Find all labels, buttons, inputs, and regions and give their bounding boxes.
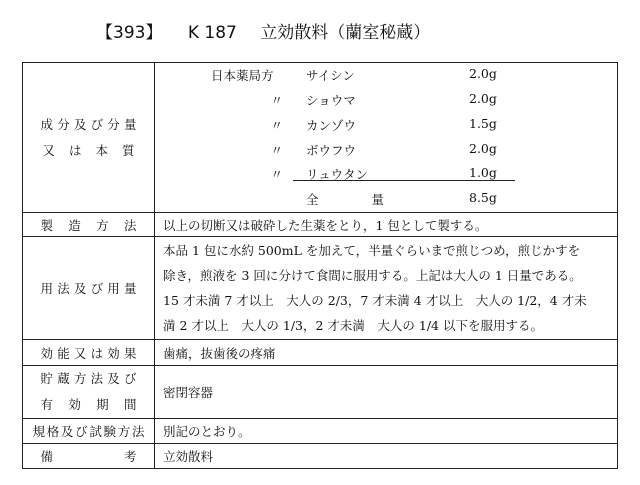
formula-name: 立効散料（蘭室秘蔵）: [260, 23, 431, 43]
usage-value: [155, 237, 618, 340]
specs-value: 別記のとおり。: [155, 419, 618, 444]
manufacture-label: 製造方法: [23, 213, 155, 237]
ingredient-name: カンゾウ: [306, 117, 357, 133]
ingredient-name: ショウマ: [306, 92, 356, 108]
page-title: [96, 18, 430, 43]
ingredient-source: 〃: [270, 92, 283, 108]
ingredient-name: リュウタン: [306, 166, 369, 182]
usage-line: 本品 1 包に水約 500mL を加えて，半量ぐらいまで煎じつめ，煎じかすを: [163, 243, 581, 258]
usage-label: 用法及び用量: [23, 237, 155, 340]
remarks-row: [23, 444, 618, 469]
ingredient-name: サイシン: [306, 67, 355, 83]
composition-value: [155, 63, 618, 213]
ingredient-amount: 1.5g: [469, 115, 497, 131]
ingredient-source: 〃: [270, 166, 283, 182]
storage-label: [23, 366, 155, 419]
remarks-value: 立効散料: [155, 444, 618, 469]
total-label: 全量: [306, 191, 384, 207]
composition-label-line: 又は本質: [42, 142, 135, 158]
ingredient-name: ボウフウ: [306, 142, 357, 158]
specs-label: 規格及び試験方法: [23, 419, 155, 444]
monograph-table: [22, 62, 618, 469]
formula-number: 【393】: [96, 23, 163, 43]
total-amount: 8.5g: [469, 189, 497, 205]
ingredient-list: [155, 64, 617, 212]
composition-label: [23, 63, 155, 213]
storage-row: [23, 366, 618, 419]
efficacy-row: [23, 340, 618, 366]
usage-row: [23, 237, 618, 340]
efficacy-value: 歯痛，抜歯後の疼痛: [155, 340, 618, 366]
ingredient-amount: 2.0g: [469, 140, 497, 156]
ingredient-source: 〃: [270, 142, 283, 158]
storage-label-line: 有効期間: [40, 397, 137, 412]
composition-label-line: 成分及び分量: [40, 116, 137, 132]
usage-line: 満 2 才以上 大人の 1/3，2 才未満 大人の 1/4 以下を服用する。: [163, 318, 543, 333]
storage-label-line: 貯蔵方法及び: [40, 371, 137, 386]
specs-row: [23, 419, 618, 444]
manufacture-value: 以上の切断又は破砕した生薬をとり，1 包として製する。: [155, 213, 618, 237]
ingredient-amount: 2.0g: [469, 90, 497, 106]
ingredient-source: 〃: [270, 117, 283, 133]
formula-code: K 187: [187, 23, 237, 43]
manufacture-row: [23, 213, 618, 237]
ingredient-amount: 2.0g: [469, 65, 497, 81]
remarks-label: 備考: [23, 444, 155, 469]
ingredient-amount: 1.0g: [469, 164, 497, 180]
composition-row: [23, 63, 618, 213]
usage-line: 除き，煎液を 3 回に分けて食間に服用する。上記は大人の 1 日量である。: [163, 268, 582, 283]
storage-value: 密閉容器: [155, 366, 618, 419]
efficacy-label: 効能又は効果: [23, 340, 155, 366]
sum-rule: [293, 180, 515, 181]
usage-line: 15 才未満 7 才以上 大人の 2/3，7 才未満 4 才以上 大人の 1/2，4 才未: [163, 293, 587, 308]
ingredient-source: 日本薬局方: [211, 67, 274, 83]
